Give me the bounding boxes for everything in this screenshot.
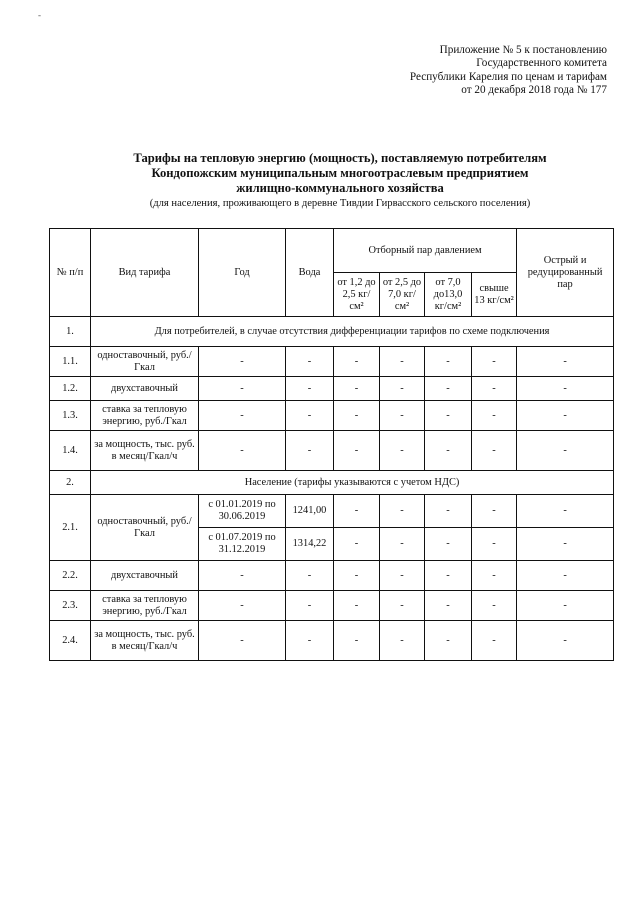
cell-year: -: [199, 377, 286, 401]
row-num: 2.3.: [50, 591, 91, 621]
cell-p2: -: [380, 495, 425, 528]
row-num: 2.4.: [50, 621, 91, 661]
header-pressure-1: от 1,2 до 2,5 кг/см²: [334, 273, 380, 317]
section-title: Население (тарифы указываются с учетом НДС): [91, 471, 614, 495]
cell-water: -: [286, 621, 334, 661]
cell-p4: -: [472, 495, 517, 528]
cell-p2: -: [380, 561, 425, 591]
cell-p1: -: [334, 591, 380, 621]
header-pressure-3: от 7,0 до13,0 кг/см²: [425, 273, 472, 317]
cell-sharp: -: [517, 591, 614, 621]
row-num: 1.1.: [50, 347, 91, 377]
table-row: [50, 561, 614, 591]
cell-p4: -: [472, 591, 517, 621]
cell-p2: -: [380, 591, 425, 621]
cell-sharp: -: [517, 528, 614, 561]
cell-p3: -: [425, 591, 472, 621]
row-num: 1.4.: [50, 431, 91, 471]
cell-p3: -: [425, 377, 472, 401]
corner-mark: -: [38, 10, 41, 20]
header-steam: Отборный пар давлением: [334, 229, 517, 273]
cell-p3: -: [425, 347, 472, 377]
header-pressure-2: от 2,5 до 7,0 кг/см²: [380, 273, 425, 317]
cell-year: с 01.01.2019 по 30.06.2019: [199, 495, 286, 528]
cell-p4: -: [472, 431, 517, 471]
row-num: 2.: [50, 471, 91, 495]
cell-p1: -: [334, 401, 380, 431]
section-row: [50, 471, 614, 495]
header-year: Год: [199, 229, 286, 317]
cell-sharp: -: [517, 377, 614, 401]
table-row: [50, 347, 614, 377]
cell-p2: -: [380, 401, 425, 431]
cell-p1: -: [334, 377, 380, 401]
cell-water: 1314,22: [286, 528, 334, 561]
title-line-2: Кондопожским муниципальным многоотраслевым предприятием: [151, 166, 529, 180]
cell-p1: -: [334, 528, 380, 561]
appendix-line-2: Государственного комитета: [476, 57, 607, 70]
cell-sharp: -: [517, 495, 614, 528]
row-num: 1.3.: [50, 401, 91, 431]
cell-p1: -: [334, 621, 380, 661]
section-title: Для потребителей, в случае отсутствия дифференциации тарифов по схеме подключения: [91, 317, 614, 347]
appendix-line-4: от 20 декабря 2018 года № 177: [461, 84, 607, 97]
cell-water: -: [286, 377, 334, 401]
row-name: одноставочный, руб./Гкал: [91, 495, 199, 561]
cell-p3: -: [425, 401, 472, 431]
row-num: 1.: [50, 317, 91, 347]
cell-year: -: [199, 431, 286, 471]
cell-water: -: [286, 401, 334, 431]
row-name: ставка за тепловую энергию, руб./Гкал: [91, 401, 199, 431]
cell-year: -: [199, 347, 286, 377]
cell-water: -: [286, 591, 334, 621]
cell-year: с 01.07.2019 по 31.12.2019: [199, 528, 286, 561]
cell-p1: -: [334, 347, 380, 377]
appendix-header: [410, 44, 607, 98]
header-row: [50, 229, 614, 273]
table-row: [50, 431, 614, 471]
cell-p3: -: [425, 528, 472, 561]
cell-sharp: -: [517, 431, 614, 471]
cell-water: -: [286, 561, 334, 591]
row-name: двухставочный: [91, 561, 199, 591]
cell-p3: -: [425, 495, 472, 528]
title-line-3: жилищно-коммунального хозяйства: [236, 181, 444, 195]
cell-sharp: -: [517, 401, 614, 431]
cell-water: -: [286, 347, 334, 377]
appendix-line-3: Республики Карелия по ценам и тарифам: [409, 70, 607, 83]
cell-year: -: [199, 401, 286, 431]
table-row: [50, 401, 614, 431]
cell-p2: -: [380, 621, 425, 661]
header-water: Вода: [286, 229, 334, 317]
cell-p3: -: [425, 561, 472, 591]
row-num: 2.1.: [50, 495, 91, 561]
cell-p4: -: [472, 561, 517, 591]
cell-p2: -: [380, 377, 425, 401]
cell-p4: -: [472, 621, 517, 661]
cell-p1: -: [334, 495, 380, 528]
cell-water: 1241,00: [286, 495, 334, 528]
cell-p3: -: [425, 431, 472, 471]
appendix-line-1: Приложение № 5 к постановлению: [439, 44, 607, 56]
row-name: двухставочный: [91, 377, 199, 401]
document-title: [40, 151, 640, 211]
title-subtitle: (для населения, проживающего в деревне Тивдии Гирвасского сельского поселения): [149, 198, 531, 209]
header-type: Вид тарифа: [91, 229, 199, 317]
cell-sharp: -: [517, 621, 614, 661]
table-row: [50, 377, 614, 401]
cell-p4: -: [472, 528, 517, 561]
cell-year: -: [199, 561, 286, 591]
tariff-table: [49, 228, 614, 661]
cell-p2: -: [380, 347, 425, 377]
table-row: [50, 495, 614, 528]
cell-p4: -: [472, 377, 517, 401]
header-pressure-4: свыше 13 кг/см²: [472, 273, 517, 317]
table-row: [50, 621, 614, 661]
cell-p2: -: [380, 528, 425, 561]
cell-p2: -: [380, 431, 425, 471]
section-row: [50, 317, 614, 347]
cell-p4: -: [472, 347, 517, 377]
row-name: одноставочный, руб./Гкал: [91, 347, 199, 377]
cell-year: -: [199, 591, 286, 621]
cell-sharp: -: [517, 347, 614, 377]
cell-year: -: [199, 621, 286, 661]
cell-p3: -: [425, 621, 472, 661]
cell-p4: -: [472, 401, 517, 431]
row-name: за мощность, тыс. руб. в месяц/Гкал/ч: [91, 621, 199, 661]
row-num: 1.2.: [50, 377, 91, 401]
table-row: [50, 591, 614, 621]
cell-sharp: -: [517, 561, 614, 591]
row-name: ставка за тепловую энергию, руб./Гкал: [91, 591, 199, 621]
cell-water: -: [286, 431, 334, 471]
title-line-1: Тарифы на тепловую энергию (мощность), поставляемую потребителям: [133, 151, 547, 165]
header-num: № п/п: [50, 229, 91, 317]
row-name: за мощность, тыс. руб. в месяц/Гкал/ч: [91, 431, 199, 471]
cell-p1: -: [334, 561, 380, 591]
cell-p1: -: [334, 431, 380, 471]
header-sharp-steam: Острый и редуцированный пар: [517, 229, 614, 317]
row-num: 2.2.: [50, 561, 91, 591]
